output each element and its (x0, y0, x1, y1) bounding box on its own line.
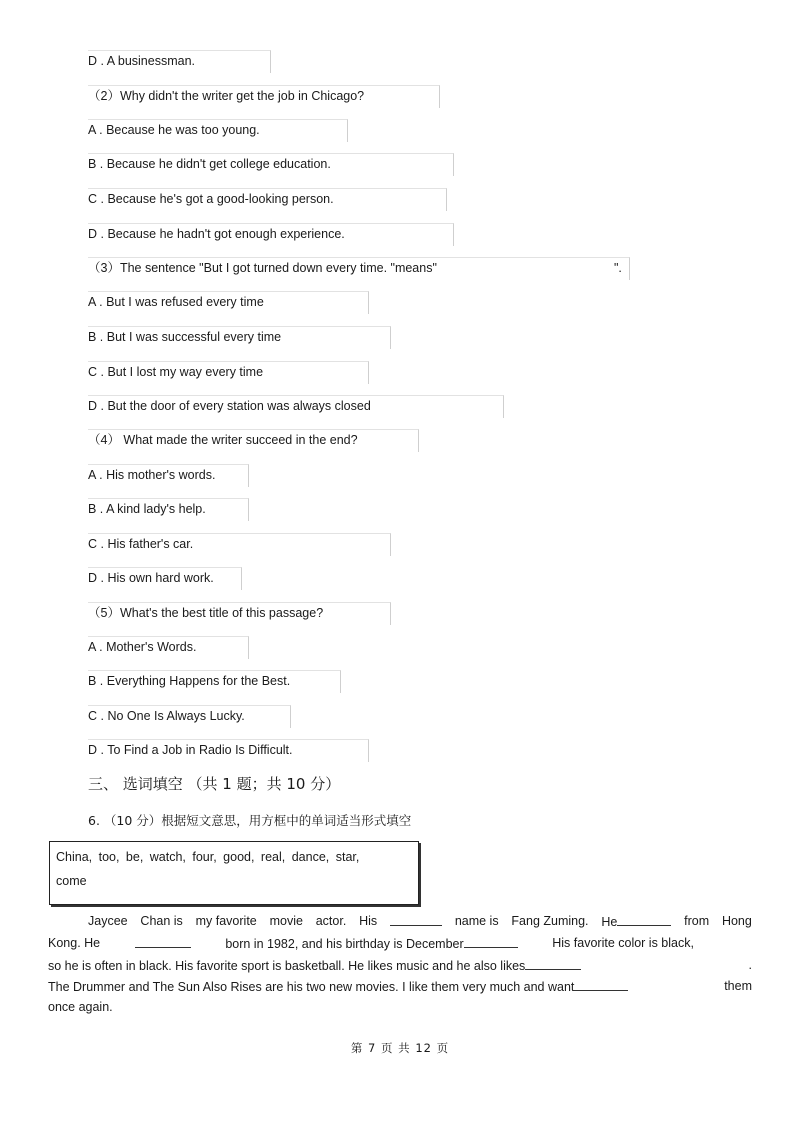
blank-6[interactable] (574, 978, 628, 991)
option-5a: A . Mother's Words. (88, 639, 196, 655)
passage-text: The Drummer and The Sun Also Rises are his two new movies. I like them very much and want (48, 980, 575, 994)
passage-text: . (748, 958, 752, 972)
passage-line-4 (48, 978, 752, 995)
blank-5[interactable] (525, 957, 581, 970)
section-title: 三、 选词填空 （共 1 题；共 10 分） (88, 775, 341, 793)
option-4c: C . His father's car. (88, 536, 193, 552)
passage-line-2 (48, 935, 752, 952)
passage-line-1 (88, 913, 752, 930)
passage-word: movie (269, 914, 303, 928)
option-5b: B . Everything Happens for the Best. (88, 673, 290, 689)
question-6-prompt: 6. （10 分）根据短文意思，用方框中的单词适当形式填空 (88, 813, 412, 828)
passage-text: born in 1982, and his birthday is December (225, 937, 464, 951)
option-2b: B . Because he didn't get college education. (88, 156, 331, 172)
word-box (49, 841, 419, 905)
passage-text: Kong. He (48, 936, 101, 950)
passage-text: them (724, 979, 752, 993)
option-2a: A . Because he was too young. (88, 122, 260, 138)
passage-word: He (601, 915, 618, 929)
passage-text: once again. (48, 1000, 113, 1014)
blank-1[interactable] (390, 913, 442, 926)
question-3: （3）The sentence "But I got turned down every time. "means" ". (88, 260, 437, 276)
option-3d: D . But the door of every station was always closed (88, 398, 371, 414)
blank-2[interactable] (617, 913, 671, 926)
option-5c: C . No One Is Always Lucky. (88, 708, 245, 724)
passage-word: from (684, 914, 710, 928)
option-3c: C . But I lost my way every time (88, 364, 263, 380)
word-box-row-1: China, too, be, watch, four, good, real, dance, star, (56, 850, 360, 864)
option-5d: D . To Find a Job in Radio Is Difficult. (88, 742, 293, 758)
page-footer: 第 7 页 共 12 页 (350, 1041, 450, 1055)
passage-text: His favorite color is black, (552, 936, 694, 950)
passage-word: actor. (315, 914, 347, 928)
option-1d: D . A businessman. (88, 53, 195, 69)
passage-line-3 (48, 957, 752, 974)
passage-word: His (359, 914, 378, 928)
option-2c: C . Because he's got a good-looking person. (88, 191, 334, 207)
option-3b: B . But I was successful every time (88, 329, 281, 345)
blank-4[interactable] (464, 935, 518, 948)
option-4b: B . A kind lady's help. (88, 501, 206, 517)
question-2: （2）Why didn't the writer get the job in Chicago? (88, 88, 364, 104)
passage-word: Chan is (140, 914, 183, 928)
passage-word: name is (454, 914, 499, 928)
question-5: （5）What's the best title of this passage? (88, 605, 323, 621)
passage-text: so he is often in black. His favorite sport is basketball. He likes music and he also likes (48, 959, 526, 973)
question-3-end: ". (614, 261, 622, 275)
passage-word: my favorite (195, 914, 257, 928)
passage-word: Jaycee (88, 914, 128, 928)
option-3a: A . But I was refused every time (88, 294, 264, 310)
option-2d: D . Because he hadn't got enough experience. (88, 226, 345, 242)
option-4a: A . His mother's words. (88, 467, 215, 483)
passage-word: Fang Zuming. (511, 914, 589, 928)
word-box-row-2: come (56, 874, 87, 888)
passage-word: Hong (721, 914, 752, 928)
blank-3[interactable] (135, 935, 191, 948)
passage-line-5 (48, 999, 752, 1015)
option-4d: D . His own hard work. (88, 570, 214, 586)
question-4: （4） What made the writer succeed in the end? (88, 432, 358, 448)
